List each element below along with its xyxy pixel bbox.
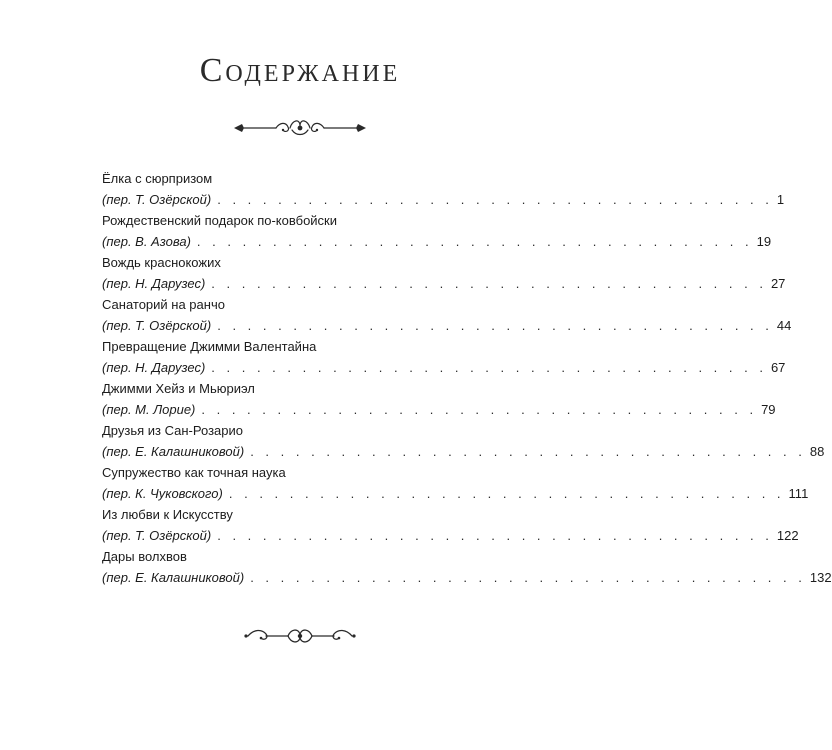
entry-translator: (пер. Т. Озёрской) <box>102 192 212 207</box>
entry-page-number: 122 <box>776 528 799 543</box>
entry-title: Друзья из Сан-Розарио <box>102 423 243 438</box>
table-of-contents <box>102 168 832 588</box>
toc-entry[interactable] <box>102 462 809 504</box>
dot-leader: . . . . . . . . . . . . . . . . . . . . . . . . . . . . . . . . . . . . . <box>196 234 753 249</box>
entry-line <box>102 525 799 546</box>
flourish-ornament-icon <box>240 624 360 648</box>
bottom-ornament <box>0 624 600 648</box>
top-ornament <box>0 116 600 140</box>
flourish-ornament-icon <box>230 116 370 140</box>
entry-title: Рождественский подарок по-ковбойски <box>102 213 338 228</box>
entry-page-number: 27 <box>770 276 786 291</box>
entry-page-number: 132 <box>809 570 832 585</box>
entry-translator: (пер. В. Азова) <box>102 234 191 249</box>
entry-translator: (пер. К. Чуковского) <box>102 486 223 501</box>
dot-leader: . . . . . . . . . . . . . . . . . . . . . . . . . . . . . . . . . . . . . <box>217 318 773 333</box>
entry-title: Супружество как точная наука <box>102 465 286 480</box>
dot-leader: . . . . . . . . . . . . . . . . . . . . . . . . . . . . . . . . . . . . . <box>217 192 773 207</box>
entry-translator: (пер. Т. Озёрской) <box>102 318 212 333</box>
entry-line <box>102 357 786 378</box>
entry-translator: (пер. М. Лорие) <box>102 402 196 417</box>
dot-leader: . . . . . . . . . . . . . . . . . . . . . . . . . . . . . . . . . . . . . <box>250 570 806 585</box>
entry-page-number: 67 <box>770 360 786 375</box>
entry-line <box>102 567 832 588</box>
dot-leader: . . . . . . . . . . . . . . . . . . . . . . . . . . . . . . . . . . . . . <box>211 276 767 291</box>
entry-title: Превращение Джимми Валентайна <box>102 339 317 354</box>
toc-entry[interactable] <box>102 336 786 378</box>
entry-title: Джимми Хейз и Мьюриэл <box>102 381 255 396</box>
dot-leader: . . . . . . . . . . . . . . . . . . . . . . . . . . . . . . . . . . . . . <box>250 444 806 459</box>
toc-entry[interactable] <box>102 294 792 336</box>
entry-page-number: 44 <box>776 318 792 333</box>
entry-page-number: 1 <box>776 192 785 207</box>
entry-page-number: 79 <box>761 402 776 417</box>
toc-entry[interactable] <box>102 252 786 294</box>
toc-entry[interactable] <box>102 210 772 252</box>
entry-title: Дары волхвов <box>102 549 187 564</box>
entry-line <box>102 483 809 504</box>
dot-leader: . . . . . . . . . . . . . . . . . . . . . . . . . . . . . . . . . . . . . <box>201 402 758 417</box>
entry-translator: (пер. Т. Озёрской) <box>102 528 212 543</box>
entry-page-number: 19 <box>756 234 772 249</box>
entry-line <box>102 189 785 210</box>
entry-line <box>102 231 772 252</box>
entry-title: Санаторий на ранчо <box>102 297 225 312</box>
entry-translator: (пер. Е. Калашниковой) <box>102 444 245 459</box>
dot-leader: . . . . . . . . . . . . . . . . . . . . . . . . . . . . . . . . . . . . . <box>228 486 785 501</box>
entry-title: Из любви к Искусству <box>102 507 233 522</box>
entry-line <box>102 399 776 420</box>
entry-title: Ёлка с сюрпризом <box>102 171 213 186</box>
entry-line <box>102 315 792 336</box>
toc-entry[interactable] <box>102 504 799 546</box>
toc-entry[interactable] <box>102 168 785 210</box>
page-title: Содержание <box>199 52 401 89</box>
entry-title: Вождь краснокожих <box>102 255 221 270</box>
entry-line <box>102 273 786 294</box>
entry-translator: (пер. Н. Дарузес) <box>102 276 206 291</box>
dot-leader: . . . . . . . . . . . . . . . . . . . . . . . . . . . . . . . . . . . . . <box>211 360 767 375</box>
entry-translator: (пер. Н. Дарузес) <box>102 360 206 375</box>
toc-entry[interactable] <box>102 378 776 420</box>
dot-leader: . . . . . . . . . . . . . . . . . . . . . . . . . . . . . . . . . . . . . <box>217 528 773 543</box>
entry-translator: (пер. Е. Калашниковой) <box>102 570 245 585</box>
entry-line <box>102 441 825 462</box>
entry-page-number: 111 <box>788 486 809 501</box>
entry-page-number: 88 <box>809 444 825 459</box>
toc-entry[interactable] <box>102 420 825 462</box>
toc-entry[interactable] <box>102 546 832 588</box>
